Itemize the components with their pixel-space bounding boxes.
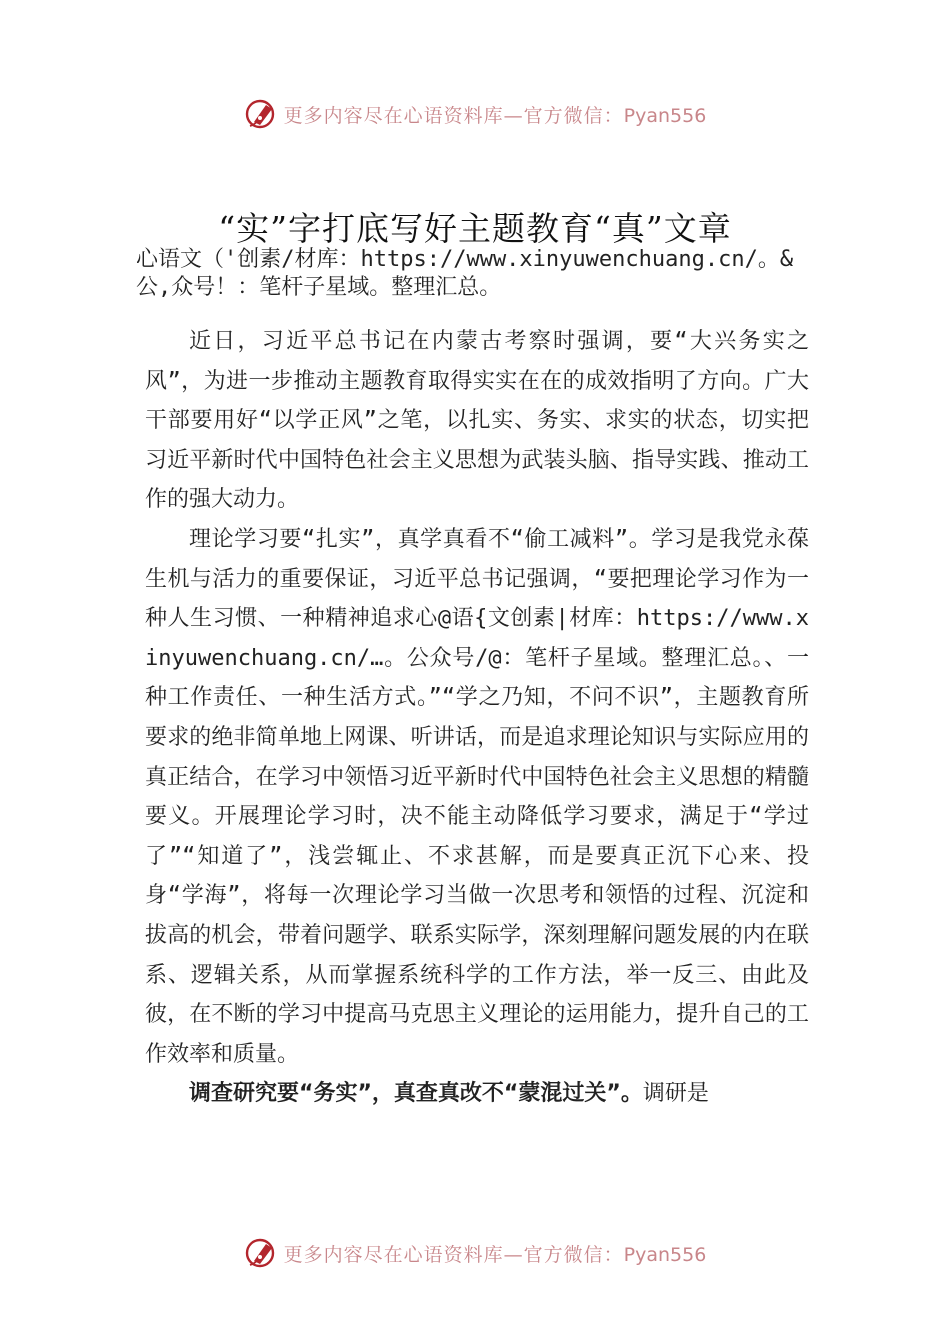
paragraph-rest: 调研是	[642, 1081, 709, 1107]
pen-nib-logo-icon	[244, 96, 280, 132]
footer-banner	[0, 1233, 950, 1273]
paragraph: 理论学习要“扎实”，真学真看不“偷工减料”。学习是我党永葆生机与活力的重要保证，习近平总书记强调，“要把理论学习作为一种人生习惯、一种精神追求心@语{文创素|材库：https://www.xinyuwenchuang.cn/…。公众号/@：笔杆子星域。整理汇总。、一种工作责任、一种生活方式。”“学之乃知，不问不识”，主题教育所要求的绝非简单地上网课、听讲话，而是追求理论知识与实际应用的真正结合，在学习中领悟习近平新时代中国特色社会主义思想的精髓要义。开展理论学习时，决不能主动降低学习要求，满足于“学过了”“知道了”，浅尝辄止、不求甚解，而是要真正沉下心来、投身“学海”，将每一次理论学习当做一次思考和领悟的过程、沉淀和拔高的机会，带着问题学、联系实际学，深刻理解问题发展的内在联系、逻辑关系，从而掌握系统科学的工作方法，举一反三、由此及彼，在不断的学习中提高马克思主义理论的运用能力，提升自己的工作效率和质量。	[145, 526, 809, 1067]
paragraph: 近日，习近平总书记在内蒙古考察时强调，要“大兴务实之风”，为进一步推动主题教育取得实实在在的成效指明了方向。广大干部要用好“以学正风”之笔，以扎实、务实、求实的状态，切实把习近平新时代中国特色社会主义思想为武装头脑、指导实践、推动工作的强大动力。	[145, 329, 809, 513]
pen-nib-logo-icon	[244, 1235, 280, 1271]
header-banner-text: 更多内容尽在心语资料库—官方微信：Pyan556	[283, 104, 707, 127]
paragraph	[145, 1074, 809, 1114]
footer-banner-text: 更多内容尽在心语资料库—官方微信：Pyan556	[283, 1243, 707, 1266]
paragraph-lead-bold: 调查研究要“务实”，真查真改不“蒙混过关”。	[189, 1081, 643, 1107]
document-title: “实”字打底写好主题教育“真”文章	[218, 209, 732, 248]
header-banner	[0, 94, 950, 134]
document-body	[145, 322, 809, 1114]
source-line: 心语文（'创素/材库：https://www.xinyuwenchuang.cn/。&公,众号！：笔杆子星域。整理汇总。	[136, 247, 794, 300]
